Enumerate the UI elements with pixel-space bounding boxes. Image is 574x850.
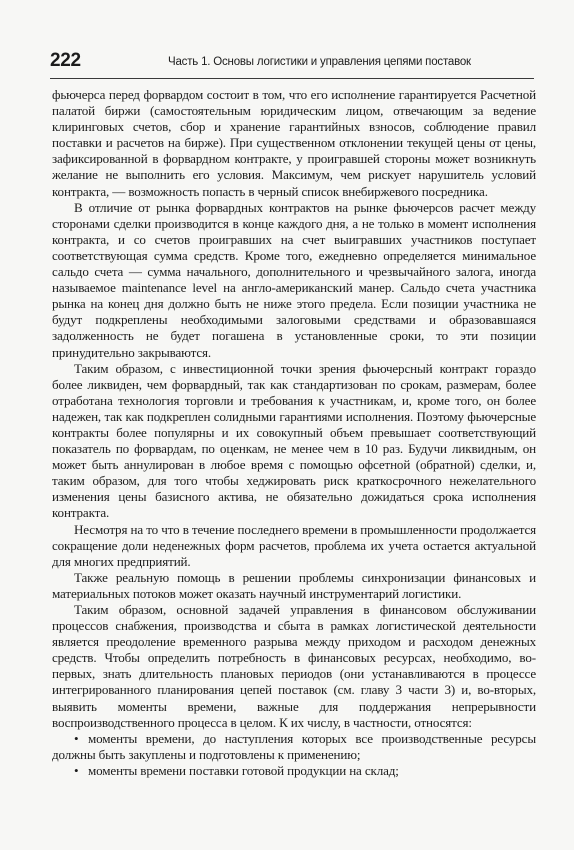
paragraph-3: Таким образом, с инвестиционной точки зрения фьючерсный контракт гораздо более ликвиден, чем форвардный, так как стандартизован по срокам, размерам, более отработана технология торговли и требования к участникам, и, кроме того, он более надежен, так как подкреплен солидными гарантиями исполнения. Поэтому фьючерсные контракты более популярны и их совокупный объем превышает соответствующий показатель по форвардам, по оценкам, не менее чем в 10 раз. Будучи ликвидным, он может быть аннулирован в любое время с помощью офсетной (обратной) сделки, и, таким образом, для того чтобы хеджировать риск краткосрочного нежелательного изменения цены базисного актива, не обязательно дожидаться срока исполнения контракта. [52, 360, 536, 521]
paragraph-2: В отличие от рынка форвардных контрактов на рынке фьючерсов расчет между сторонами сделки производится в конце каждого дня, а не только в момент исполнения контракта, и со счетов проигравших на счет выигравших участников поступает соответствующая сумма средств. Кроме того, ежедневно определяется минимальное сальдо счета — сумма начального, дополнительного и чрезвычайного залога, иногда называемое maintenance level на англо-американский манер. Сальдо счета участника рынка на конец дня должно быть не ниже этого предела. Если позиции участника не будут подкреплены необходимыми залоговыми средствами и образовавшаяся задолженность не будет погашена в установленные сроки, то эти позиции принудительно закрываются. [52, 199, 536, 360]
page-number: 222 [50, 50, 81, 71]
list-item-text: моменты времени поставки готовой продукции на склад; [88, 762, 399, 778]
header-rule [50, 78, 534, 79]
body-text [52, 87, 536, 779]
bullet-icon: • [74, 762, 79, 778]
paragraph-1: фьючерса перед форвардом состоит в том, что его исполнение гарантируется Расчетной палатой биржи (самостоятельным юридическим лицом, отвечающим за ведение клиринговых счетов, сбор и хранение гарантийных взносов, соблюдение правил поставки и расчетов на бирже). При существенном отклонении текущей цены от цены, зафиксированной в форвардном контракте, у проигравшей стороны может возникнуть желание не выполнить его условия. Максимум, чем рискует нарушитель условий контракта, — возможность попасть в черный список внебиржевого посредника. [52, 87, 536, 199]
page-header [50, 50, 534, 72]
running-title: Часть 1. Основы логистики и управления цепями поставок [168, 56, 471, 68]
list-item [52, 763, 536, 779]
list-item [52, 731, 536, 763]
list-item-text: моменты времени, до наступления которых все производственные ресурсы должны быть закуплены и подготовлены к применению; [52, 730, 536, 762]
bullet-list [52, 731, 536, 779]
paragraph-5: Также реальную помощь в решении проблемы синхронизации финансовых и материальных потоков может оказать научный инструментарий логистики. [52, 569, 536, 601]
bullet-icon: • [74, 730, 79, 746]
paragraph-6: Таким образом, основной задачей управления в финансовом обслуживании процессов снабжения, производства и сбыта в рамках логистической деятельности является преодоление временного разрыва между приходом и расходом денежных средств. Чтобы определить потребность в финансовых ресурсах, необходимо, во-первых, знать длительность плановых периодов (они устанавливаются в процессе интегрированного планирования цепей поставок (см. главу 3 части 3) и, во-вторых, выявить моменты времени, важные для поддержания непрерывности воспроизводственного процесса в целом. К их числу, в частности, относятся: [52, 602, 536, 730]
paragraph-4: Несмотря на то что в течение последнего времени в промышленности продолжается сокращение доли неденежных форм расчетов, проблема их учета остается актуальной для многих предприятий. [52, 521, 536, 569]
